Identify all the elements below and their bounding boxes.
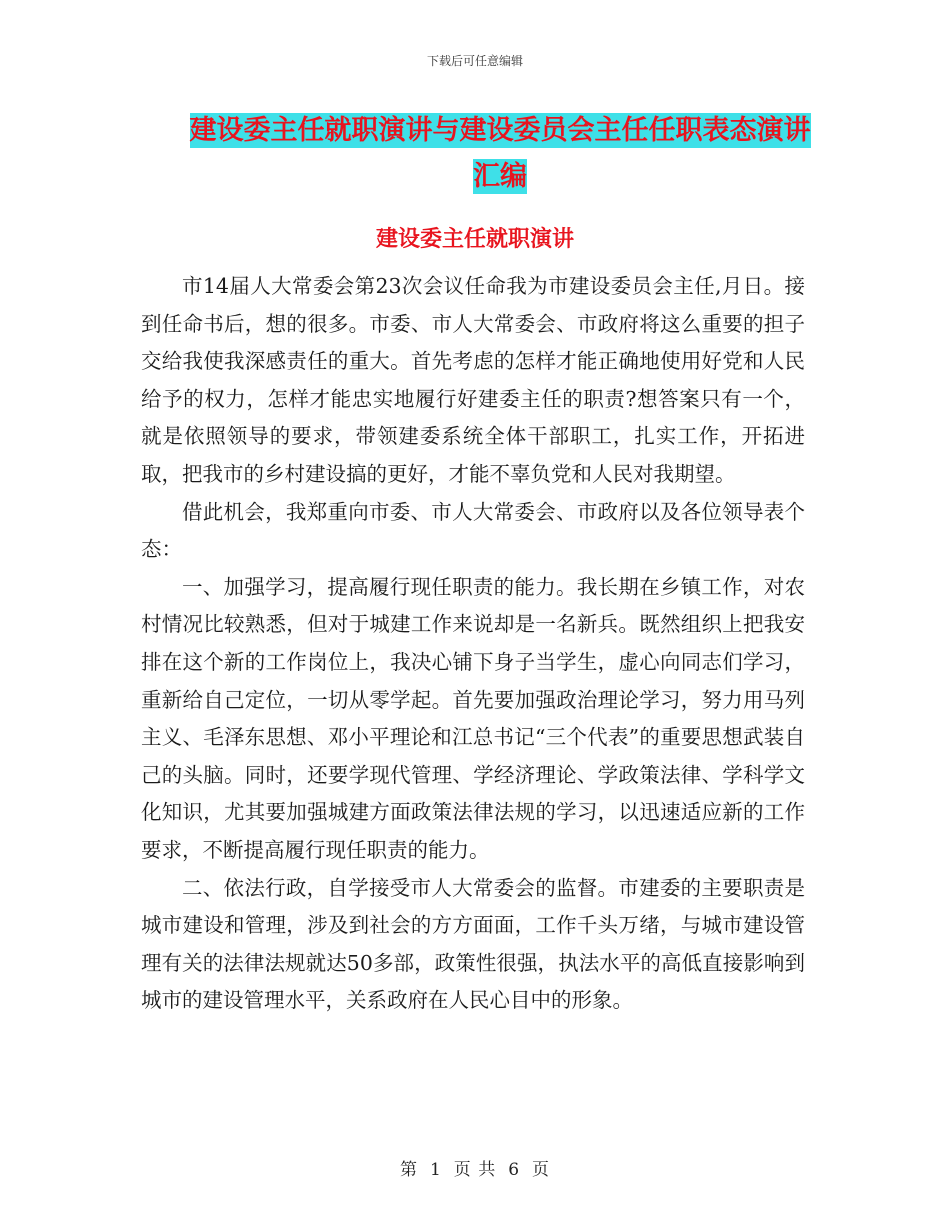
page-number: 1 [429, 1160, 442, 1180]
paragraph: 二、依法行政，自学接受市人大常委会的监督。市建委的主要职责是城市建设和管理，涉及到社会的方方面面，工作千头万绪，与城市建设管理有关的法律法规就达50多部，政策性很强，执法水平的高低直接影响到城市的建设管理水平，关系政府在人民心目中的形象。 [141, 875, 805, 1013]
document-title-line-1 [150, 108, 850, 154]
page-footer [0, 1155, 950, 1180]
paragraph: 借此机会，我郑重向市委、市人大常委会、市政府以及各位领导表个态： [141, 499, 805, 562]
footer-prefix: 第 [399, 1160, 418, 1180]
footer-mid: 页 共 [453, 1160, 497, 1180]
title-highlight: 建设委主任就职演讲与建设委员会主任任职表态演讲 [189, 115, 811, 146]
page-total: 6 [508, 1160, 521, 1180]
paragraph: 一、加强学习，提高履行现任职责的能力。我长期在乡镇工作，对农村情况比较熟悉，但对于城建工作来说却是一名新兵。既然组织上把我安排在这个新的工作岗位上，我决心铺下身子当学生，虚心向同志们学习，重新给自己定位，一切从零学起。首先要加强政治理论学习，努力用马列主义、毛泽东思想、邓小平理论和江总书记“三个代表”的重要思想武装自己的头脑。同时，还要学现代管理、学经济理论、学政策法律、学科学文化知识，尤其要加强城建方面政策法律法规的学习，以迅速适应新的工作要求，不断提高履行现任职责的能力。 [141, 574, 805, 862]
section-title: 建设委主任就职演讲 [375, 227, 574, 252]
header-note: 下载后可任意编辑 [426, 54, 523, 68]
footer-suffix: 页 [532, 1160, 551, 1180]
body-text [141, 268, 805, 1020]
title-highlight: 汇编 [473, 161, 527, 192]
paragraph: 市14届人大常委会第23次会议任命我为市建设委员会主任,月日。接到任命书后，想的很多。市委、市人大常委会、市政府将这么重要的担子交给我使我深感责任的重大。首先考虑的怎样才能正确地使用好党和人民给予的权力，怎样才能忠实地履行好建委主任的职责?想答案只有一个，就是依照领导的要求，带领建委系统全体干部职工，扎实工作，开拓进取，把我市的乡村建设搞的更好，才能不辜负党和人民对我期望。 [141, 274, 805, 486]
document-title [150, 108, 850, 200]
document-title-line-2 [150, 154, 850, 200]
